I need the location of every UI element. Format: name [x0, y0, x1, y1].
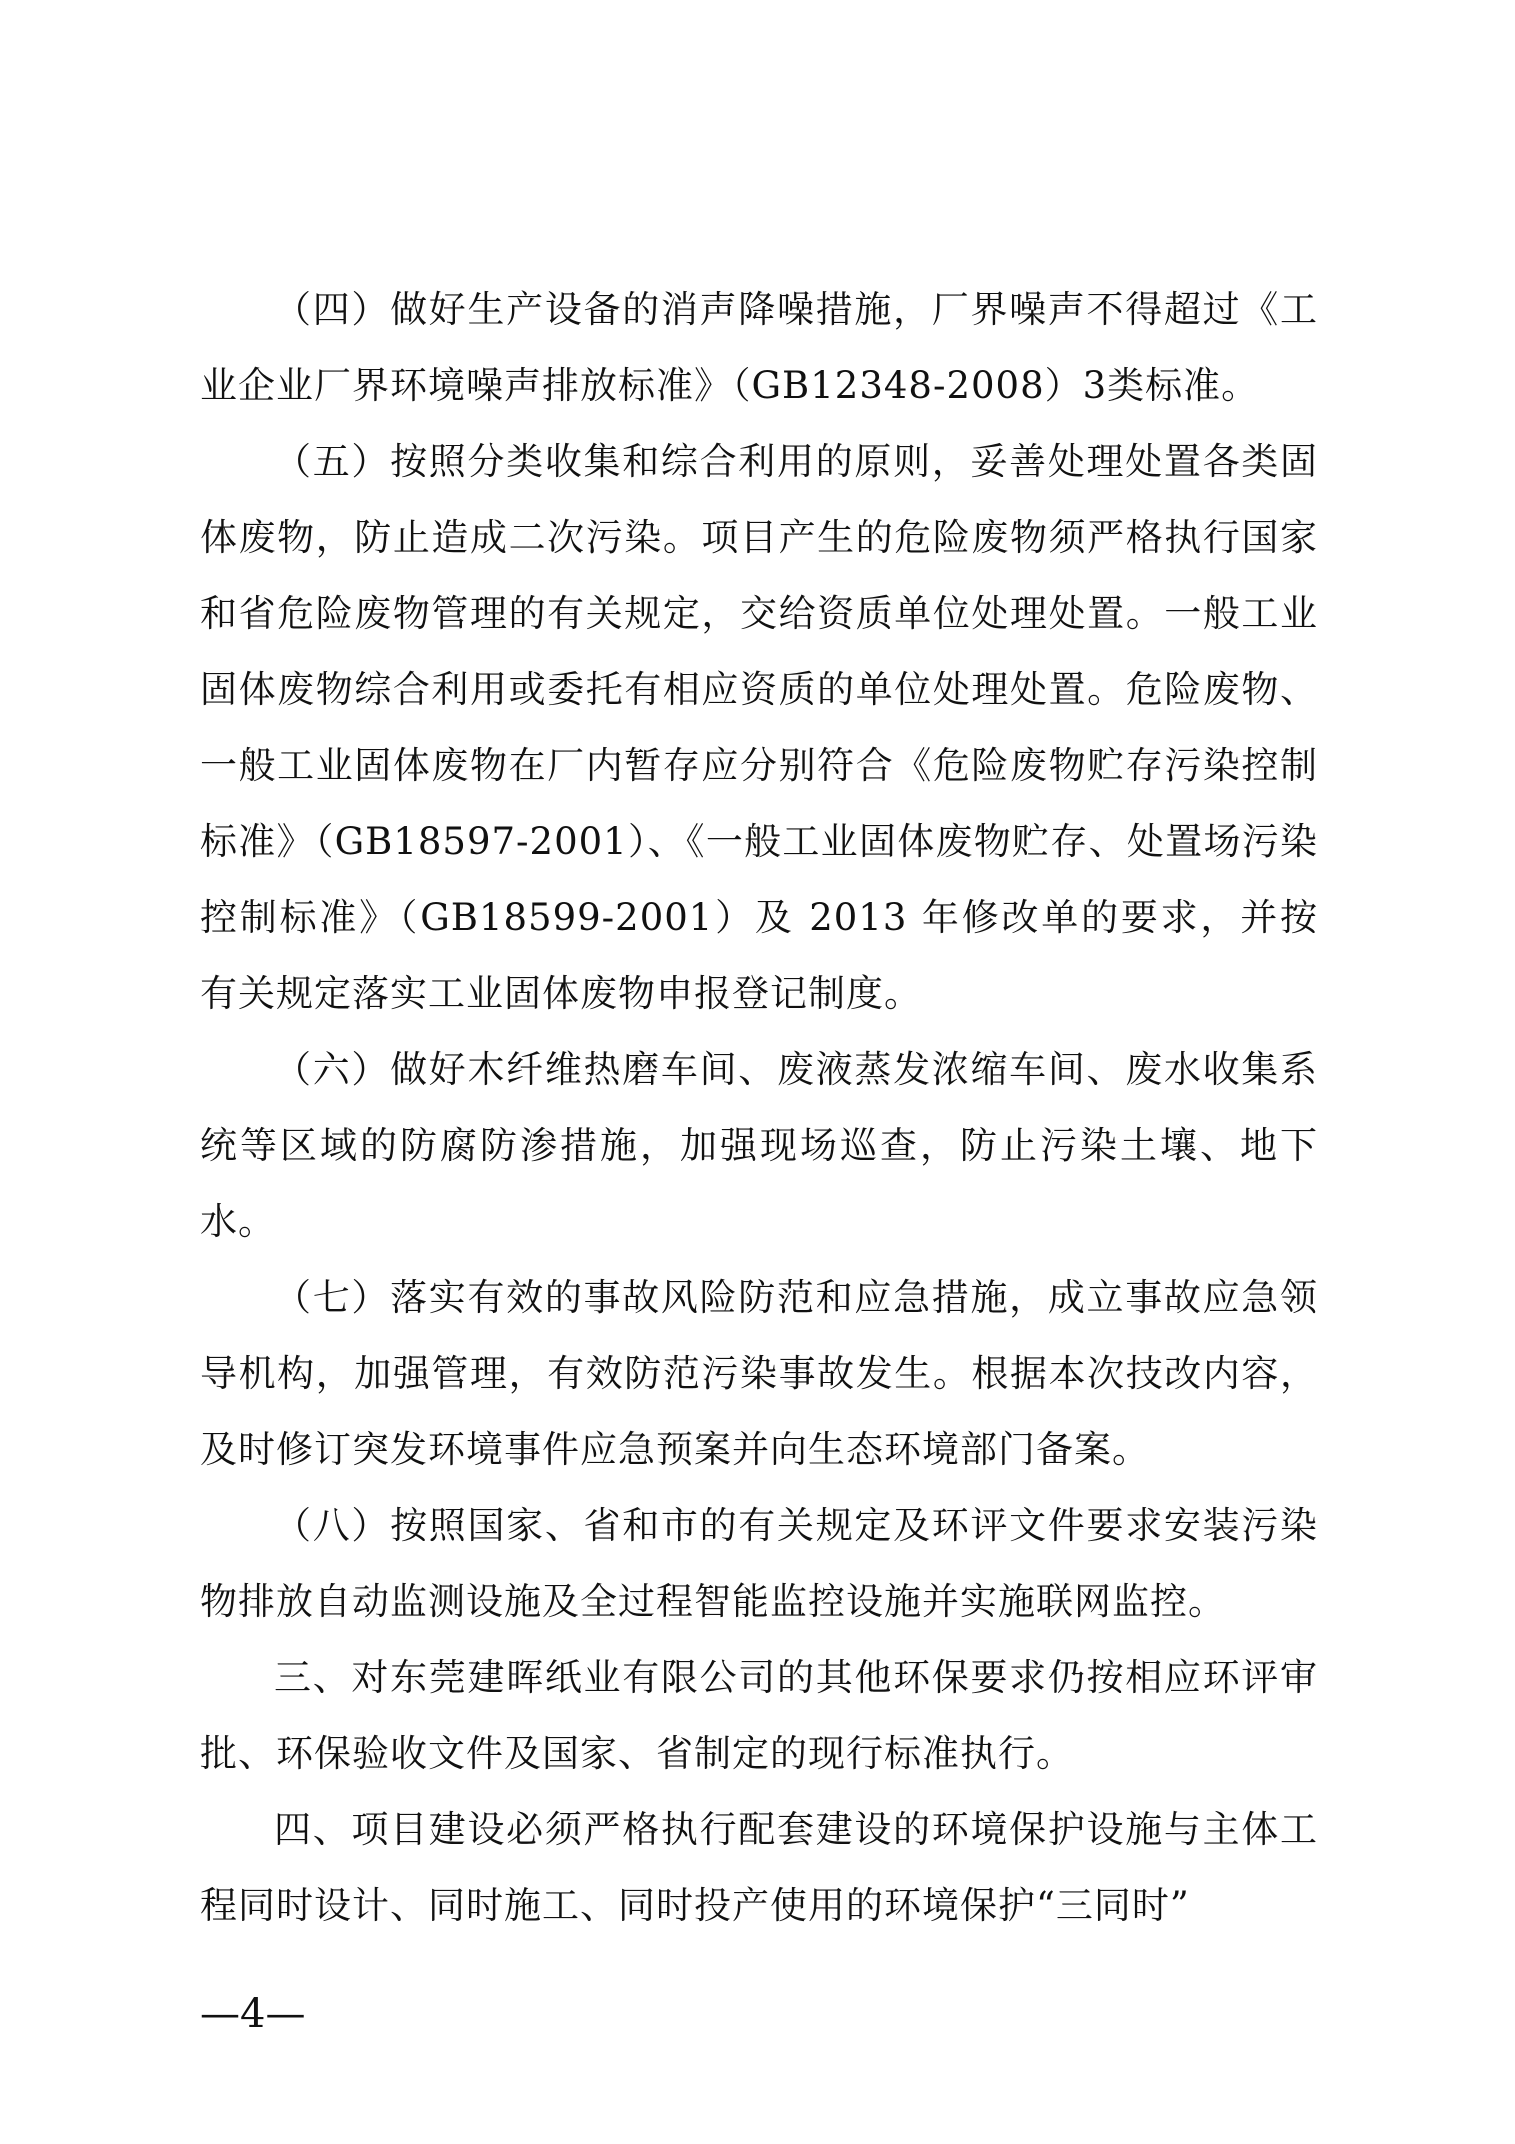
- paragraph-noise-control: （四）做好生产设备的消声降噪措施，厂界噪声不得超过《工业企业厂界环境噪声排放标准》（GB12348-2008）3类标准。: [200, 288, 1318, 407]
- paragraph-monitoring: （八）按照国家、省和市的有关规定及环评文件要求安装污染物排放自动监测设施及全过程智能监控设施并实施联网监控。: [200, 1504, 1318, 1623]
- paragraph-three-simultaneous: 四、项目建设必须严格执行配套建设的环境保护设施与主体工程同时设计、同时施工、同时投产使用的环境保护“三同时”: [200, 1808, 1318, 1927]
- paragraph-emergency-measures: （七）落实有效的事故风险防范和应急措施，成立事故应急领导机构，加强管理，有效防范污染事故发生。根据本次技改内容，及时修订突发环境事件应急预案并向生态环境部门备案。: [200, 1276, 1318, 1471]
- paragraph-other-requirements: 三、对东莞建晖纸业有限公司的其他环保要求仍按相应环评审批、环保验收文件及国家、省制定的现行标准执行。: [200, 1656, 1318, 1775]
- document-body: [200, 272, 1318, 1944]
- paragraph-solid-waste: （五）按照分类收集和综合利用的原则，妥善处理处置各类固体废物，防止造成二次污染。项目产生的危险废物须严格执行国家和省危险废物管理的有关规定，交给资质单位处理处置。一般工业固体废物综合利用或委托有相应资质的单位处理处置。危险废物、一般工业固体废物在厂内暂存应分别符合《危险废物贮存污染控制标准》（GB18597-2001）、《一般工业固体废物贮存、处置场污染控制标准》（GB18599-2001）及 2013 年修改单的要求，并按有关规定落实工业固体废物申报登记制度。: [200, 440, 1318, 1015]
- page-number: —4—: [200, 1991, 306, 2037]
- paragraph-anti-seepage: （六）做好木纤维热磨车间、废液蒸发浓缩车间、废水收集系统等区域的防腐防渗措施，加强现场巡查，防止污染土壤、地下水。: [200, 1048, 1318, 1243]
